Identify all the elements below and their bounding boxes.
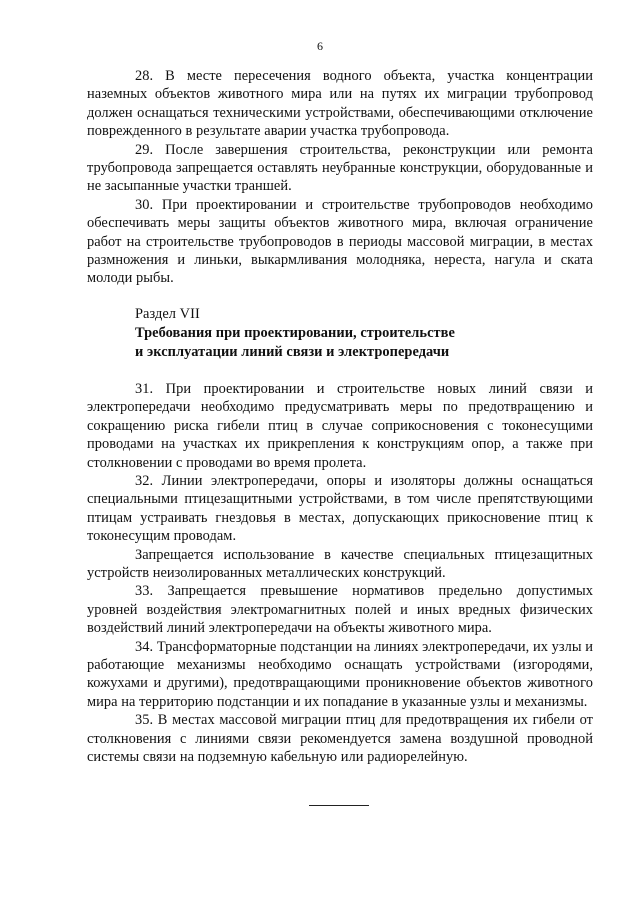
paragraph-33: 33. Запрещается превышение нормативов предельно допустимых уровней воздействия электромагнитных полей и иных вредных физических воздействий линий электропередачи на объекты животного мира. — [87, 583, 593, 637]
section-content — [87, 380, 593, 767]
section-label: Раздел VII — [135, 305, 200, 322]
section-title-line-1: Требования при проектировании, строительстве — [135, 324, 455, 341]
paragraph-35: 35. В местах массовой миграции птиц для предотвращения их гибели от столкновения с линиями связи рекомендуется замена воздушной проводной системы связи на подземную кабельную или радиорелейную. — [87, 712, 593, 765]
paragraph-32: 32. Линии электропередачи, опоры и изоляторы должны оснащаться специальными птицезащитными устройствами, в том числе препятствующими птицам устраивать гнездовья в местах, допускающих прикосновение птиц к токонесущим проводам. — [87, 472, 593, 545]
paragraph-34: 34. Трансформаторные подстанции на линиях электропередачи, их узлы и работающие механизмы необходимо оснащать устройствами (изгородями, кожухами и другими), предотвращающими проникновение объектов животного мира на территорию подстанции и их попадание в указанные узлы и механизмы. — [87, 638, 593, 710]
section-heading — [87, 305, 593, 362]
end-rule — [309, 805, 369, 806]
document-body — [87, 67, 593, 766]
page-number: 6 — [317, 39, 323, 53]
paragraph-31: 31. При проектировании и строительстве новых линий связи и электропередачи необходимо предусматривать меры по предотвращению и сокращению риска гибели птиц в случае соприкосновения с токонесущими проводами на участках их прикрепления к конструкциям опор, а также при столкновении с проводами во время пролета. — [87, 380, 593, 471]
section-title — [87, 324, 593, 362]
paragraph-29: 29. После завершения строительства, реконструкции или ремонта трубопровода запрещается оставлять неубранные конструкции, оборудованные и не засыпанные участки траншей. — [87, 141, 593, 195]
paragraph-30: 30. При проектировании и строительстве трубопроводов необходимо обеспечивать меры защиты объектов животного мира, включая ограничение работ на строительстве трубопроводов в периоды массовой миграции, в местах размножения и линьки, выкармливания молодняка, нереста, нагула и ската молоди рыбы. — [87, 196, 593, 287]
section-title-line-2: и эксплуатации линий связи и электропередачи — [135, 343, 450, 360]
paragraph-32-note: Запрещается использование в качестве специальных птицезащитных устройств неизолированных металлических конструкций. — [87, 546, 593, 581]
paragraph-28: 28. В месте пересечения водного объекта, участка концентрации наземных объектов животного мира или на путях их миграции трубопровод должен оснащаться техническими устройствами, обеспечивающими отключение поврежденного в результате аварии участка трубопровода. — [87, 68, 593, 140]
